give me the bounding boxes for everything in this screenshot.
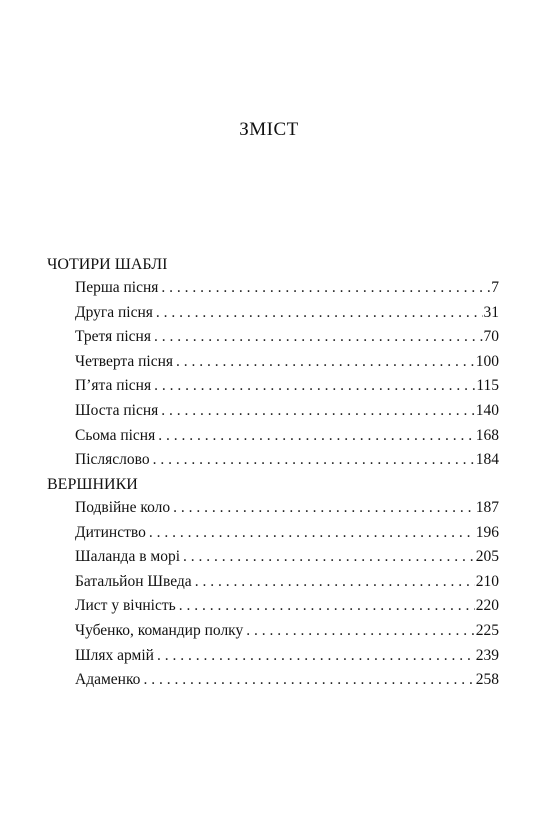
- toc-entry-title: Четверта пісня: [75, 352, 174, 370]
- toc-entry[interactable]: [75, 572, 499, 597]
- toc-entry[interactable]: [75, 621, 499, 646]
- toc-entry-page: 31: [483, 303, 499, 321]
- toc-entry[interactable]: [75, 498, 499, 523]
- toc-entry-title: Друга пісня: [75, 303, 153, 321]
- toc-entry[interactable]: [75, 547, 499, 572]
- dot-leader: [246, 621, 475, 641]
- toc-entry-page: 220: [475, 597, 499, 615]
- dot-leader: [157, 646, 475, 666]
- toc-entry-title: Лист у вічність: [75, 597, 176, 615]
- dot-leader: [176, 352, 475, 372]
- part-heading-chotyry-shabli: ЧОТИРИ ШАБЛІ: [47, 256, 168, 273]
- dot-leader: [154, 376, 475, 396]
- toc-entry-page: 140: [475, 401, 499, 419]
- toc-entry-title: Дитинство: [75, 523, 146, 541]
- toc-entry-title: Адаменко: [75, 671, 141, 689]
- toc-entry-page: 168: [475, 426, 499, 444]
- toc-entry[interactable]: [75, 426, 499, 451]
- toc-entry-page: 205: [475, 548, 499, 566]
- toc-entry-page: 258: [475, 671, 499, 689]
- dot-leader: [154, 327, 483, 347]
- dot-leader: [156, 303, 483, 323]
- dot-leader: [161, 401, 474, 421]
- toc-entry-title: Сьома пісня: [75, 426, 156, 444]
- toc-entry[interactable]: [75, 646, 499, 671]
- toc-entry-page: 7: [491, 279, 499, 296]
- toc-entry[interactable]: [75, 523, 499, 548]
- dot-leader: [149, 523, 475, 543]
- dot-leader: [183, 547, 475, 567]
- toc-entry-title: Шаланда в морі: [75, 548, 181, 566]
- toc-entry-page: 100: [475, 352, 499, 370]
- page-title: ЗМІСТ: [239, 119, 299, 140]
- toc-entry-page: 115: [476, 377, 499, 395]
- toc-entry[interactable]: [75, 327, 499, 352]
- toc-list-part-1: [75, 278, 499, 475]
- dot-leader: [158, 426, 475, 446]
- toc-entry-page: 70: [483, 328, 499, 346]
- dot-leader: [143, 670, 474, 690]
- toc-entry-title: Батальйон Шведа: [75, 572, 192, 590]
- toc-entry[interactable]: [75, 278, 499, 303]
- dot-leader: [179, 596, 475, 616]
- toc-entry-title: Післяслово: [75, 451, 150, 469]
- dot-leader: [153, 450, 475, 470]
- toc-entry-title: Подвійне коло: [75, 499, 171, 516]
- toc-entry-title: Перша пісня: [75, 279, 159, 296]
- toc-entry[interactable]: [75, 401, 499, 426]
- toc-entry[interactable]: [75, 670, 499, 695]
- toc-entry-title: Шлях армій: [75, 646, 154, 664]
- toc-entry[interactable]: [75, 450, 499, 475]
- toc-entry-title: Шоста пісня: [75, 401, 159, 419]
- toc-entry[interactable]: [75, 352, 499, 377]
- part-heading-vershnyky: ВЕРШНИКИ: [47, 476, 138, 493]
- dot-leader: [173, 498, 475, 518]
- toc-entry[interactable]: [75, 596, 499, 621]
- toc-entry-page: 184: [475, 451, 499, 469]
- dot-leader: [161, 278, 490, 298]
- toc-entry-title: Чубенко, командир полку: [75, 621, 244, 639]
- toc-entry[interactable]: [75, 303, 499, 328]
- toc-entry-title: Третя пісня: [75, 328, 151, 346]
- toc-entry-page: 196: [475, 523, 499, 541]
- toc-entry-page: 225: [475, 621, 499, 639]
- toc-entry-page: 210: [475, 572, 499, 590]
- toc-entry[interactable]: [75, 376, 499, 401]
- toc-entry-page: 239: [475, 646, 499, 664]
- toc-list-part-2: [75, 498, 499, 695]
- dot-leader: [195, 572, 475, 592]
- toc-entry-title: П’ята пісня: [75, 377, 152, 395]
- toc-entry-page: 187: [475, 499, 499, 516]
